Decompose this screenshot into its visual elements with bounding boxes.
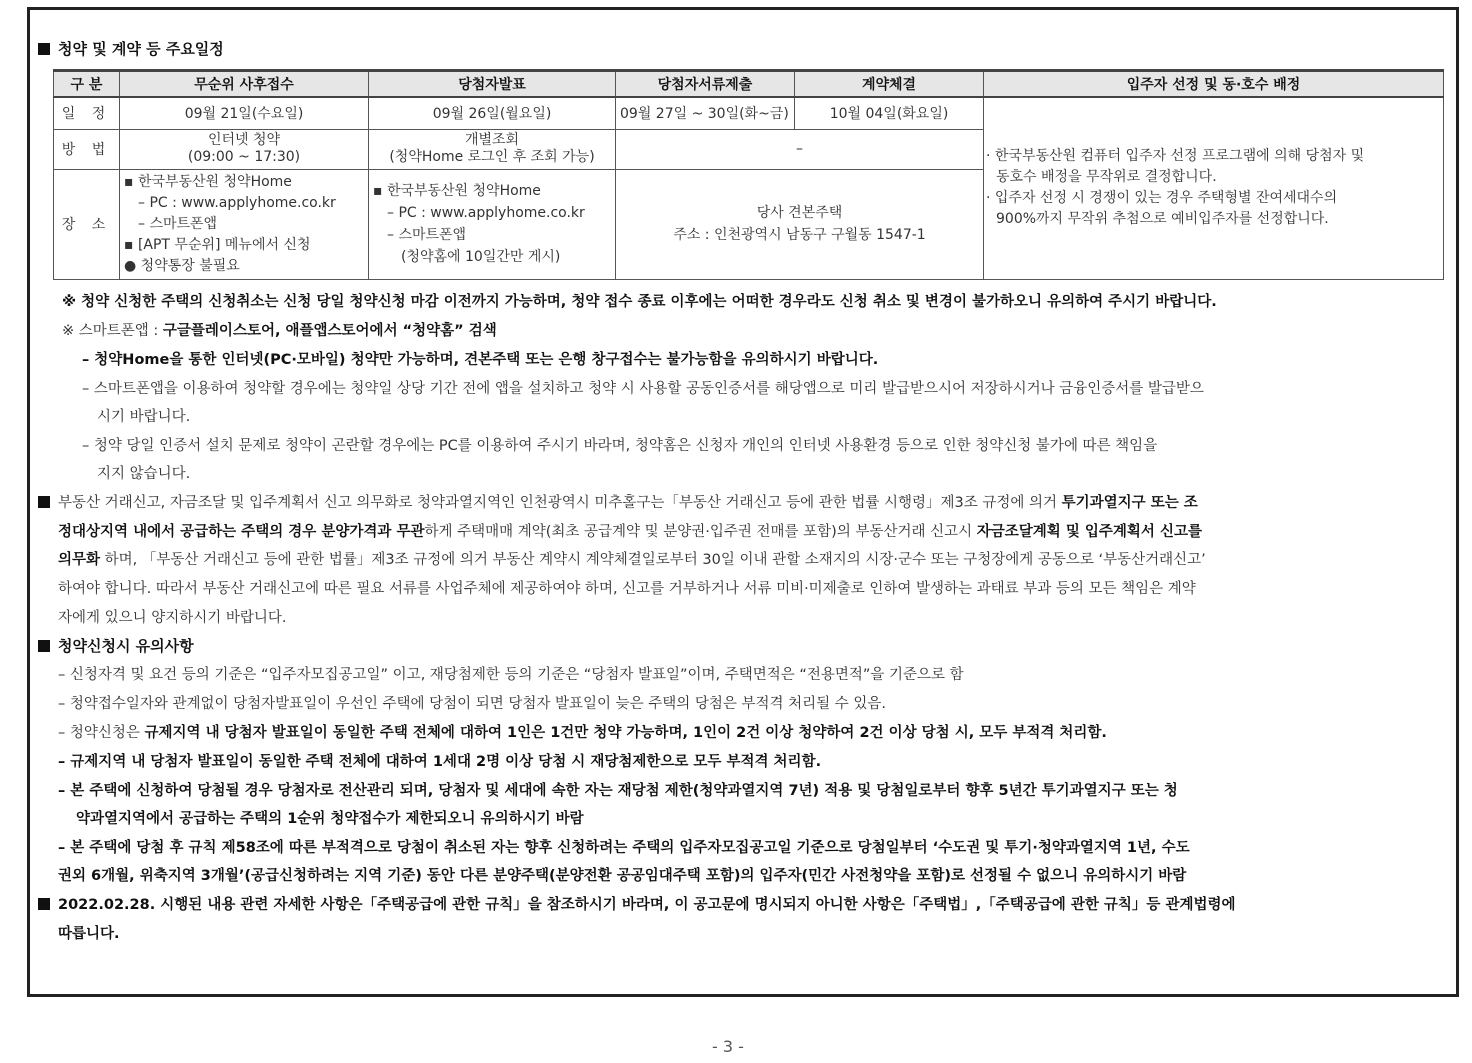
schedule-table — [53, 69, 1444, 280]
assignment-description — [984, 97, 1444, 279]
square-bullet-icon — [38, 640, 50, 652]
section-caution-title: 청약신청시 유의사항 — [38, 635, 194, 656]
header-category: 구 분 — [54, 71, 120, 98]
note-cancel: ※ 청약 신청한 주택의 신청취소는 신청 당일 청약신청 마감 이전까지 가능하며, 청약 접수 종료 이후에는 어떠한 경우라도 신청 취소 및 변경이 불가하오니 유의하여 주시기 바랍니다. — [62, 294, 1217, 310]
assign-line: · 한국부동산원 컴퓨터 입주자 선정 프로그램에 의해 당첨자 및 — [986, 148, 1365, 165]
assign-line: 900%까지 무작위 추첨으로 예비입주자를 선정합니다. — [996, 211, 1329, 228]
final-note-line2: 따릅니다. — [58, 926, 120, 942]
note-cert-problem-line2: 지지 않습니다. — [97, 466, 191, 482]
method-winner-announcement: 개별조회 (청약Home 로그인 후 조회 가능) — [369, 129, 616, 169]
page-number: - 3 - — [712, 1037, 744, 1056]
header-document-submission: 당첨자서류제출 — [616, 71, 795, 98]
caution-household: – 규제지역 내 당첨자 발표일이 동일한 주택 전체에 대하여 1세대 2명 이상 당첨 시 재당첨제한으로 모두 부적격 처리함. — [58, 754, 822, 770]
table-row-date — [54, 97, 1444, 129]
row-label-date: 일 정 — [54, 97, 120, 129]
assign-line: 동호수 배정을 무작위로 결정합니다. — [996, 169, 1217, 186]
realestate-line2: 정대상지역 내에서 공급하는 주택의 경우 분양가격과 무관하게 주택매매 계약(최초 공급계약 및 분양권·입주권 전매를 포함)의 부동산거래 신고시 자금조달계획 및 입주계획서 신고를 — [58, 524, 1202, 540]
note-cert-problem-line1: – 청약 당일 인증서 설치 문제로 청약이 곤란할 경우에는 PC를 이용하여 주시기 바라며, 청약홈은 신청자 개인의 인터넷 사용환경 등으로 인한 청약신청 불가에 따른 책임을 — [82, 438, 1158, 454]
place-winner-announcement: ▪ 한국부동산원 청약Home – PC : www.applyhome.co.kr – 스마트폰앱 (청약홈에 10일간만 게시) — [369, 169, 616, 279]
date-document-submission: 09월 27일 ~ 30일(화~금) — [616, 97, 795, 129]
place-model-house: 당사 견본주택 주소 : 인천광역시 남동구 구월동 1547-1 — [616, 169, 984, 279]
realestate-line1: 부동산 거래신고, 자금조달 및 입주계획서 신고 의무화로 청약과열지역인 인천광역시 미추홀구는「부동산 거래신고 등에 관한 법률 시행령」제3조 규정에 의거 투기과열지구 또는 조 — [38, 491, 1198, 512]
caution-ineligible-line1: – 본 주택에 당첨 후 규칙 제58조에 따른 부적격으로 당첨이 취소된 자는 향후 신청하려는 주택의 입주자모집공고일 기준으로 당첨일부터 ‘수도권 및 투기·청약과열지역 1년, 수도 — [58, 840, 1190, 856]
note-app-cert-line2: 시기 바랍니다. — [97, 409, 191, 425]
table-header-row — [54, 71, 1444, 98]
section-schedule-title: 청약 및 계약 등 주요일정 — [38, 38, 224, 59]
note-app-cert-line1: – 스마트폰앱을 이용하여 청약할 경우에는 청약일 상당 기간 전에 앱을 설치하고 청약 시 사용할 공동인증서를 해당앱으로 미리 발급받으시어 저장하시거나 금융인증서를 발급받으 — [82, 381, 1204, 397]
date-contract: 10월 04일(화요일) — [795, 97, 984, 129]
note-smartphone-app: ※ 스마트폰앱 : 구글플레이스토어, 애플앱스토어에서 “청약홈” 검색 — [62, 323, 497, 339]
place-post-application: ▪ 한국부동산원 청약Home – PC : www.applyhome.co.kr – 스마트폰앱 ▪ [APT 무순위] 메뉴에서 신청 ● 청약통장 불필요 — [120, 169, 369, 279]
header-assignment: 입주자 선정 및 동·호수 배정 — [984, 71, 1444, 98]
square-bullet-icon — [38, 43, 50, 55]
realestate-line3: 의무화 하며, 「부동산 거래신고 등에 관한 법률」제3조 규정에 의거 부동산 계약시 계약체결일로부터 30일 이내 관할 소재지의 시장·군수 또는 구청장에게 공동으로 ‘부동산거래신고’ — [58, 552, 1206, 568]
caution-rewin-line1: – 본 주택에 신청하여 당첨될 경우 당첨자로 전산관리 되며, 당첨자 및 세대에 속한 자는 재당첨 제한(청약과열지역 7년) 적용 및 당첨일로부터 향후 5년간 투기과열지구 또는 청 — [58, 783, 1178, 799]
header-contract: 계약체결 — [795, 71, 984, 98]
caution-rewin-line2: 약과열지역에서 공급하는 주택의 1순위 청약접수가 제한되오니 유의하시기 바람 — [76, 811, 584, 827]
final-note-line1: 2022.02.28. 시행된 내용 관련 자세한 사항은「주택공급에 관한 규칙」을 참조하시기 바라며, 이 공고문에 명시되지 아니한 사항은「주택법」,「주택공급에 관한 규칙」등 관계법령에 — [38, 893, 1236, 914]
date-post-application: 09월 21일(수요일) — [120, 97, 369, 129]
square-bullet-icon — [38, 496, 50, 508]
realestate-line4: 하여야 합니다. 따라서 부동산 거래신고에 따른 필요 서류를 사업주체에 제공하여야 하며, 신고를 거부하거나 서류 미비·미제출로 인하여 발생하는 과태료 부과 등의 모든 책임은 계약 — [58, 581, 1196, 597]
square-bullet-icon — [38, 898, 50, 910]
caution-criteria: – 신청자격 및 요건 등의 기준은 “입주자모집공고일” 이고, 재당첨제한 등의 기준은 “당첨자 발표일”이며, 주택면적은 “전용면적”을 기준으로 함 — [58, 667, 964, 683]
method-post-application: 인터넷 청약 (09:00 ~ 17:30) — [120, 129, 369, 169]
row-label-method: 방 법 — [54, 129, 120, 169]
caution-priority: – 청약접수일자와 관계없이 당첨자발표일이 우선인 주택에 당첨이 되면 당첨자 발표일이 늦은 주택의 당첨은 부적격 처리될 수 있음. — [58, 696, 886, 712]
caution-ineligible-line2: 권외 6개월, 위축지역 3개월’(공급신청하려는 지역 기준) 동안 다른 분양주택(분양전환 공공임대주택 포함)의 입주자(민간 사전청약을 포함)로 선정될 수 없으니 유의하시기 바람 — [58, 868, 1187, 884]
realestate-line5: 자에게 있으니 양지하시기 바랍니다. — [58, 610, 287, 626]
header-winner-announcement: 당첨자발표 — [369, 71, 616, 98]
caution-one-application: – 청약신청은 규제지역 내 당첨자 발표일이 동일한 주택 전체에 대하여 1인은 1건만 청약 가능하며, 1인이 2건 이상 청약하여 2건 이상 당첨 시, 모두 부적격 처리함. — [58, 725, 1107, 741]
method-submission-contract: – — [616, 129, 984, 169]
assign-line: · 입주자 선정 시 경쟁이 있는 경우 주택형별 잔여세대수의 — [986, 190, 1338, 207]
header-post-application: 무순위 사후접수 — [120, 71, 369, 98]
row-label-place: 장 소 — [54, 169, 120, 279]
date-winner-announcement: 09월 26일(월요일) — [369, 97, 616, 129]
note-internet-only: – 청약Home을 통한 인터넷(PC·모바일) 청약만 가능하며, 견본주택 또는 은행 창구접수는 불가능함을 유의하시기 바랍니다. — [82, 352, 879, 368]
